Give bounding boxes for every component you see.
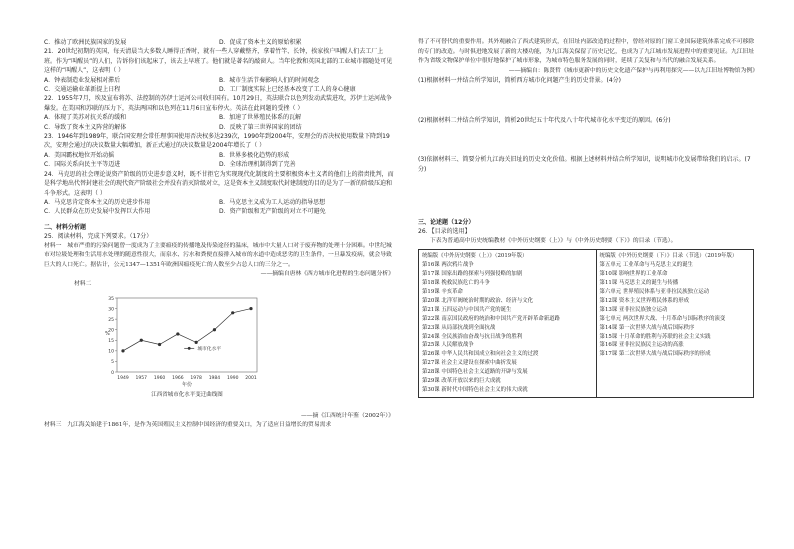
material-1-source: ——摘编自唐林《西方城市化进程的生态问题分析》: [260, 271, 394, 278]
x-tick-label: 1949: [117, 375, 129, 381]
q24-option-d: D．资产阶级和无产阶级的对立不可避免: [219, 208, 326, 216]
q25-req-2: (2)根据材料二并结合所学知识，简析20世纪五十年代及八十年代城市化水平变迁的原因。(6分): [418, 116, 671, 124]
data-point: [140, 338, 143, 341]
toc-left-cell: [419, 250, 597, 398]
q26-stem: 下表为普通高中历史统编教材《中外历史纲要（上）》与《中外历史纲要（下）》的目录（节选）。: [430, 237, 677, 244]
q22-option-a: A．体现了美苏对抗关系的缓和: [44, 114, 127, 122]
toc-left-row: 第19课 辛亥革命: [422, 289, 463, 296]
q23-option-d: D．全球治理机制得到了完善: [219, 161, 296, 169]
q24-option-b: B．马克思主义成为工人运动的指导思想: [219, 198, 326, 206]
toc-left-row: 第24课 全民族浴血奋战与抗日战争的胜利: [422, 333, 523, 340]
q24-stem: 24．马克思的社会理论说资产阶级的历史进步意义时，既不甘拒它为实现现代化制度的主要积极资本主义者的他们上的指责批判，而是科学地出代替封建社会的现代资产阶级社会并没有消灭阶级对立，这是资本主义制度取代封建制度的目的是为了一新的阶级压迫和斗争形式。这表明（ ）: [44, 170, 394, 197]
q25-req-1: (1)根据材料一并结合所学知识，简析西方城市化问题产生的历史背景。(4分): [418, 77, 621, 85]
toc-right-row: 统编版《中外历史纲要（下）》目录（节选）（2019年版）: [599, 253, 738, 260]
urbanization-chart: [99, 292, 279, 412]
q25-req-3: (3)依据材料三、简要分析九江海关旧址的历史文化价值。根据上述材料并结合所学知识，说明城市化发展带给我们的启示。(7分): [418, 156, 751, 173]
toc-left-row: 第22课 南京国民政府的统治和中国共产党开辟革命新道路: [422, 315, 560, 322]
toc-left-row: 第26课 中华人民共和国成立和向社会主义的过渡: [422, 351, 539, 358]
q22-option-d: D．反映了第三世界国家的团结: [219, 123, 302, 131]
toc-right-row: 第16课 亚非拉民族民主运动的高涨: [599, 342, 684, 349]
y-tick-label: 35: [108, 296, 114, 302]
toc-right-row: 第14课 第一次世界大战与战后国际秩序: [599, 324, 695, 331]
x-axis-label: 年份: [181, 381, 193, 388]
toc-left-row: 第20课 北洋军阀统治时期的政治、经济与文化: [422, 297, 533, 304]
toc-right-row: 第五单元 工业革命与马克思主义的诞生: [599, 262, 693, 269]
y-axis-label: %: [105, 330, 110, 337]
q21-stem: 21．20世纪初期的英国，每天清晨当大多数人睡得正香时，就有一些人穿戴整齐，拿着竹竿、长钟，挨家挨户叫醒人们去工厂上班。作为“叫醒员”的人们，告诉你们该起床了，该去上早班了。他们就是著名的敲窗人。当年伦敦和英国北部的工业城市都随处可见这样的“叫醒人”，这表明（ ）: [44, 48, 393, 75]
material-1: 材料一 城市严重的污染问题曾一度成为了主要瘟疫的传播地及传染途径的温床，城市中大量人口对于废弃物的处理十分困难。中世纪城市对垃圾处理和生活用水处理的随意性很大，而泉水、污水和粪便直接排入城市的水道中造成恶劣的卫生条件，一旦暴发疫病，就会导致巨大的人口死亡。据估计，公元1347—1351年欧洲因瘟疫死亡的人数至少占总人口的三分之一。: [44, 242, 392, 268]
q24-options: [44, 198, 394, 217]
q26-heading: 26．【目录的选用】: [418, 228, 471, 236]
q22-option-b: B．加速了世界殖民体系的瓦解: [219, 114, 302, 122]
x-tick-label: 1990: [226, 375, 239, 381]
toc-right-row: 第17课 第二次世界大战与战后国际秩序的形成: [599, 351, 711, 358]
toc-right-row: 第六单元 世界殖民体系与亚非拉民族独立运动: [599, 289, 710, 296]
toc-left-row: 第17课 国家出路的探索与列强侵略的加剧: [422, 271, 523, 278]
toc-right-row: 第13课 亚非拉民族独立运动: [599, 306, 668, 313]
q20-option-c: C．推动了欧洲民族国家的发展: [44, 39, 127, 46]
toc-left-row: 第23课 从局部抗战到全面抗战: [422, 324, 496, 331]
left-column: [44, 38, 394, 431]
x-tick-label: 1984: [208, 375, 221, 381]
toc-right-row: 第15课 十月革命的胜利与苏联的社会主义实践: [599, 333, 711, 340]
legend-label: 城市化水平: [197, 346, 222, 352]
toc-left-row: 第29课 改革开放以来的巨大成就: [422, 378, 501, 385]
answer-space-3: [418, 174, 758, 212]
q20-options: [44, 38, 394, 47]
y-tick-label: 10: [108, 349, 114, 355]
urbanization-line-chart: [99, 292, 279, 412]
right-column: [418, 38, 758, 398]
data-point: [176, 332, 179, 335]
answer-space-1: [418, 86, 758, 116]
toc-left-row: 第21课 五四运动与中国共产党的诞生: [422, 306, 512, 313]
data-point: [213, 328, 216, 331]
material-2-label: 材料二: [74, 280, 92, 287]
y-tick-label: 5: [111, 359, 114, 365]
q24-option-a: A．马克思肯定资本主义的历史进步作用: [44, 198, 151, 206]
toc-table: [418, 249, 754, 398]
q23-option-c: C．国际关系向民主平等迈进: [44, 161, 121, 169]
toc-left-row: 第30课 新时代中国特色社会主义的伟大成就: [422, 387, 528, 393]
toc-right-row: 第11课 马克思主义的诞生与传播: [599, 280, 679, 287]
y-tick-label: 30: [108, 306, 114, 312]
toc-left-row: 第27课 社会主义建设在探索中曲折发展: [422, 360, 517, 367]
q23-stem: 23．1946年到1989年，联合国安理会常任理事国使用否决权多达239次，1990年到2004年，安理会的否决权使用数量下降到19次，安理会通过的决议数量大幅增加，新正式通过的决议数量是2004年增长了（ ）: [44, 133, 390, 150]
toc-right-row: 第12课 资本主义世界殖民体系的形成: [599, 297, 689, 304]
y-tick-label: 25: [108, 317, 114, 323]
x-tick-label: 1957: [135, 375, 148, 381]
data-point: [231, 311, 234, 314]
x-tick-label: 1978: [190, 375, 202, 381]
q23-option-a: A．美国霸权地位开始动摇: [44, 151, 115, 159]
q25-heading: 25．阅读材料，完成下列要求。（17分）: [44, 233, 153, 241]
q21-option-a: A．钟表制造业发展相对滞后: [44, 76, 121, 84]
data-point: [121, 349, 124, 352]
q21-option-c: C．交通运输业革新提上日程: [44, 86, 121, 94]
y-tick-label: 15: [108, 338, 114, 344]
y-tick-label: 0: [111, 370, 114, 376]
chart-title: 江西省城市化水平变迁曲线图: [151, 391, 223, 398]
section-3-heading: 三、论述题（12分）: [418, 219, 475, 226]
toc-left-row: 第28课 中国特色社会主义道路的开辟与发展: [422, 369, 528, 376]
x-tick-label: 1960: [153, 375, 166, 381]
q23-options: [44, 151, 394, 170]
material-3: 材料三 九江海关始建于1861年，是作为英国殖民主义控制中国经济的重要关口，为了适应日益增长的贸易需求: [44, 422, 332, 429]
data-point: [195, 340, 198, 343]
q21-option-b: B．城市生活节奏影响人们的时间观念: [219, 76, 320, 84]
toc-left-row: 第25课 人民解放战争: [422, 342, 474, 349]
answer-space-2: [418, 125, 758, 155]
q20-option-d: D．促成了资本主义的原始积累: [219, 39, 302, 46]
toc-right-row: 第七单元 两次世界大战、十月革命与国际秩序的演变: [599, 315, 726, 322]
x-tick-label: 1966: [172, 375, 184, 381]
toc-left-row: 统编版《中外历史纲要（上）》（2019年版）: [422, 253, 528, 260]
q22-options: [44, 113, 394, 132]
legend-marker: [188, 346, 191, 349]
toc-right-row: 第10课 影响世界的工业革命: [599, 271, 668, 278]
q21-option-d: D．工厂制度实际上已经基本改变了工人的身心健康: [219, 86, 356, 94]
section-2-heading: 二、材料分析题: [44, 223, 87, 231]
plot-frame: [117, 298, 257, 372]
material-2-source: ——摘《江西统计年鉴（2002年）》: [300, 412, 394, 419]
material-3-continued: 得了不可替代的重要作用。其外观融合了西式建筑形式，在旧址内部改造的过程中，曾经对原的门窗工业国际建筑体系完成不可移除的专门的改造。与时俱进地发展了新的大楼功能，为九江海关保留了历史记忆，也成为了九江城市发展进程中的重要见证。九江旧址作为省级文物保护单位中很好地保护了城市形象，为城市特色服务发展的同时，延续了关复和与当代的融合发展关系。: [418, 39, 755, 65]
q22-stem: 22．1955年7月，埃及宣布将苏、法控制的苏伊士运河公司收归国有。10月29日，英法联合以色列发动武装进攻，苏伊士运河战争爆发。在美国和苏联的压力下，英法两国和以色列在11月6日宣布停火。英法在此问题的受挫（ ）: [44, 95, 392, 112]
q21-options: [44, 76, 394, 95]
data-point: [249, 306, 252, 309]
x-tick-label: 2001: [245, 375, 257, 381]
series-line-urbanization: [123, 308, 251, 350]
material-3-source: ——摘编自：陈贤哲《城市更新中的历史文化遗产保护与再利用探究——以九江旧址博物馆为例》: [508, 67, 758, 74]
q23-option-b: B．世界多极化趋势的形成: [219, 151, 290, 159]
toc-right-cell: [596, 250, 753, 398]
toc-left-row: 第18课 挽救民族危亡的斗争: [422, 280, 490, 287]
data-point: [158, 342, 161, 345]
toc-left-row: 第16课 两次鸦片战争: [422, 262, 474, 269]
y-tick-label: 20: [108, 328, 114, 334]
q22-option-c: C．导致了资本主义阵营的解体: [44, 123, 127, 131]
q24-option-c: C．人民群众在历史发展中发挥巨大作用: [44, 208, 151, 216]
